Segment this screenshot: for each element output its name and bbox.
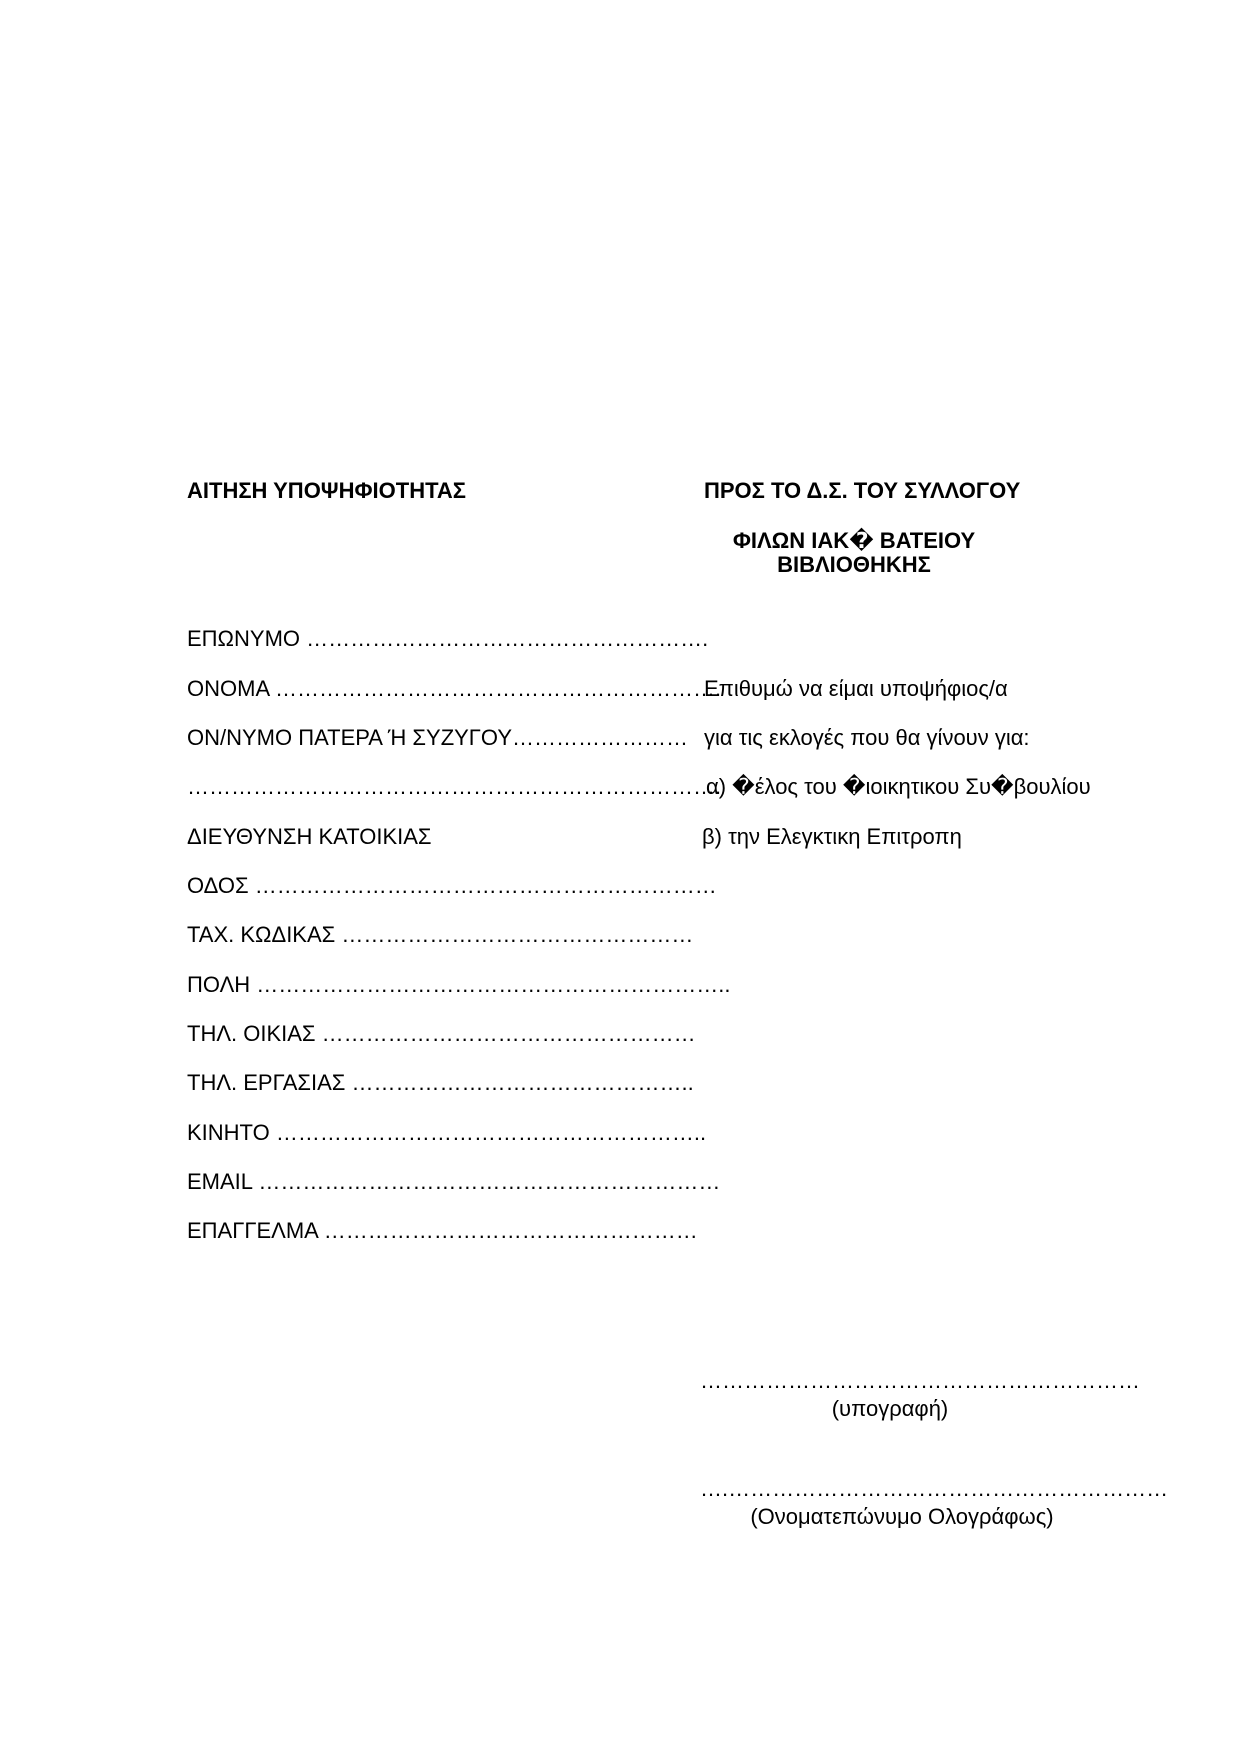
field-postal-code: ΤΑΧ. ΚΩΔΙΚΑΣ …………………………………………: [187, 922, 694, 947]
organization-name-line1: ΦΙΛΩΝ ΙΑΚ� ΒΑΤΕΙΟΥ: [732, 528, 976, 553]
field-work-phone: ΤΗΛ. ΕΡΓΑΣΙΑΣ ………………………………………..: [187, 1070, 694, 1095]
form-title: ΑΙΤΗΣΗ ΥΠΟΨΗΦΙΟΤΗΤΑΣ: [187, 478, 466, 503]
option-a-board-member: α) �έλος του �ιοικητικου Συ�βουλίου: [706, 774, 1091, 799]
section-home-address: ΔΙΕΥΘΥΝΣΗ ΚΑΤΟΙΚΙΑΣ: [187, 824, 432, 849]
field-father-spouse-name: ΟΝ/ΝΥΜΟ ΠΑΤΕΡΑ Ή ΣΥΖΥΓΟΥ……………………: [187, 725, 689, 750]
field-occupation: ΕΠΑΓΓΕΛΜΑ ……………………………………………: [187, 1218, 698, 1243]
full-name-label: (Ονοματεπώνυμο Ολογράφως): [750, 1504, 1054, 1529]
statement-line-1: Επιθυμώ να είμαι υποψήφιος/α: [704, 676, 1008, 701]
field-city: ΠΟΛΗ ………………………………………………………..: [187, 972, 731, 997]
field-email: EMAIL ………………………………………………………: [187, 1169, 721, 1194]
field-home-phone: ΤΗΛ. ΟΙΚΙΑΣ ……………………………………………: [187, 1021, 696, 1046]
field-mobile: ΚΙΝΗΤΟ …………………………………………………..: [187, 1120, 707, 1145]
field-father-spouse-continued: ……………………………………………………………….: [187, 774, 722, 799]
signature-label: (υπογραφή): [831, 1396, 949, 1421]
organization-name-line2: ΒΙΒΛΙΟΘΗΚΗΣ: [777, 552, 931, 577]
field-surname: ΕΠΩΝΥΜΟ ……………………………………………….: [187, 626, 709, 651]
field-street: ΟΔΟΣ ………………………………………………………: [187, 873, 717, 898]
option-b-audit-committee: β) την Ελεγκτικη Επιτροπη: [702, 824, 962, 849]
recipient-heading: ΠΡΟΣ ΤΟ Δ.Σ. ΤΟΥ ΣΥΛΛΟΓΟΥ: [704, 478, 1021, 503]
signature-line: ……………………………………………………: [700, 1368, 1140, 1393]
field-name: ΟΝΟΜΑ …………………………………………………….: [187, 676, 722, 701]
statement-line-2: για τις εκλογές που θα γίνουν για:: [704, 725, 1030, 750]
full-name-line: ….……………………………………………………: [700, 1476, 1169, 1501]
